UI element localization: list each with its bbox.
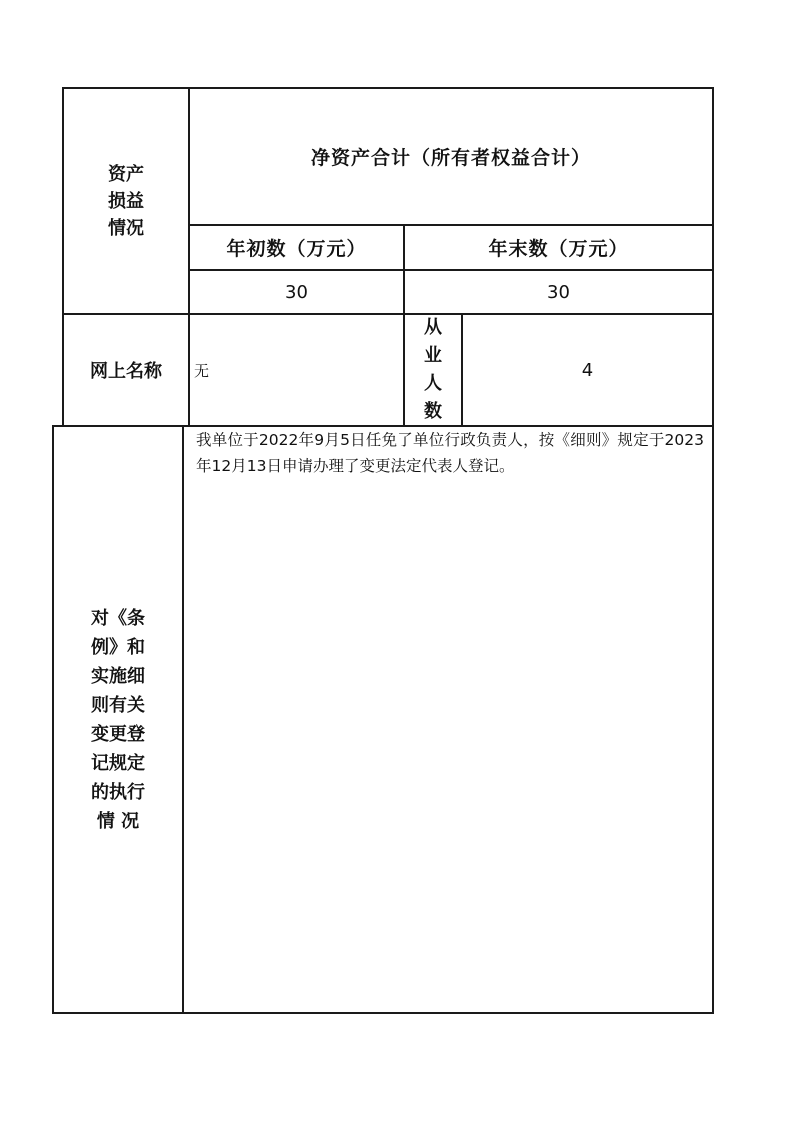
online-name-value: 无	[194, 361, 210, 380]
compliance-label-line: 则有关	[91, 694, 145, 716]
employees-label	[405, 315, 461, 425]
net-assets-heading: 净资产合计（所有者权益合计）	[310, 147, 591, 169]
compliance-label-line: 记规定	[91, 752, 145, 774]
end-of-year-value: 30	[547, 281, 570, 303]
employees-label-char: 人	[424, 373, 442, 394]
compliance-section-label	[54, 427, 182, 1012]
end-of-year-header: 年末数（万元）	[488, 238, 629, 260]
compliance-label-line: 例》和	[91, 636, 145, 658]
border-bottom	[52, 1012, 714, 1014]
start-of-year-header: 年初数（万元）	[226, 238, 367, 260]
label-column-divider-lower	[182, 425, 184, 1013]
compliance-label-line: 情 况	[96, 810, 140, 832]
assets-section-label	[64, 89, 188, 313]
assets-label-line: 资产	[108, 163, 144, 185]
border-right	[712, 87, 714, 1014]
compliance-label-line: 实施细	[91, 665, 145, 687]
employees-label-char: 从	[424, 317, 442, 338]
assets-label-line: 损益	[108, 190, 144, 212]
start-of-year-value: 30	[285, 281, 308, 303]
compliance-label-line: 对《条	[91, 607, 145, 629]
employees-label-char: 数	[424, 401, 442, 422]
compliance-label-line: 变更登	[91, 723, 145, 745]
employees-value: 4	[581, 359, 594, 381]
compliance-label-line: 的执行	[91, 781, 145, 803]
compliance-text: 我单位于2022年9月5日任免了单位行政负责人，按《细则》规定于2023年12月13日申请办理了变更法定代表人登记。	[196, 431, 704, 475]
employees-label-char: 业	[424, 345, 442, 366]
online-name-label: 网上名称	[90, 361, 162, 382]
assets-label-line: 情况	[108, 217, 144, 239]
